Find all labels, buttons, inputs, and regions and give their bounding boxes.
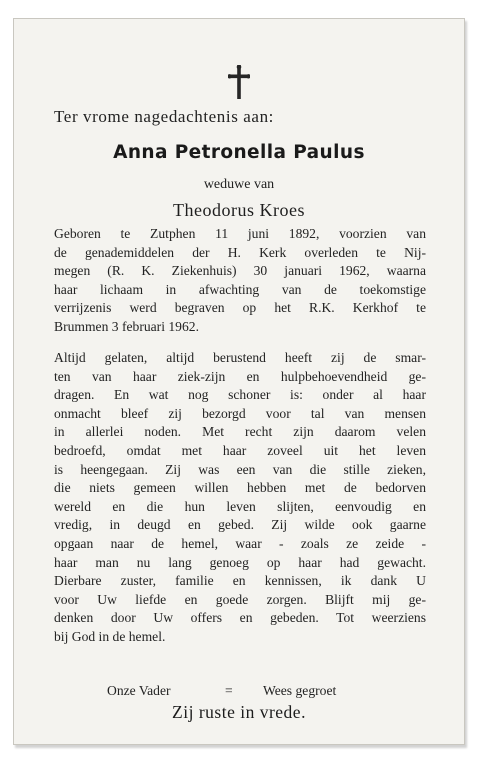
tribute-line: vredig, in deugd en gebed. Zij wilde ook gaarne bbox=[54, 517, 426, 533]
tribute-line: bedroefd, omdat met haar zoveel uit het leven bbox=[54, 442, 426, 458]
prayer-hail-mary: Wees gegroet bbox=[263, 683, 337, 698]
cross-container bbox=[14, 65, 464, 99]
biography-line: verrijzenis werd begraven op het R.K. Kerkhof te bbox=[54, 300, 426, 316]
widow-of-label: weduwe van bbox=[203, 177, 275, 192]
tribute-line: dragen. En wat nog schoner is: onder al haar bbox=[54, 387, 426, 403]
closing-line: Zij ruste in vrede. bbox=[172, 702, 306, 722]
biography-paragraph bbox=[54, 225, 426, 337]
tribute-line: die niets gemeen willen hebben met de bedorven bbox=[54, 480, 426, 496]
prayer-our-father: Onze Vader bbox=[107, 683, 171, 698]
tribute-line: bij God in de hemel. bbox=[54, 628, 166, 644]
tribute-line: Altijd gelaten, altijd berustend heeft zij de smar- bbox=[54, 350, 426, 365]
tribute-line: voor Uw liefde en goede zorgen. Blijft mij ge- bbox=[54, 591, 426, 607]
tribute-line: is heengegaan. Zij was een van die stille zieken, bbox=[54, 461, 426, 477]
memorial-card bbox=[13, 18, 465, 745]
tribute-line: wereld en die hun leven slijten, eenvoudig en bbox=[54, 498, 426, 514]
deceased-name: Anna Petronella Paulus bbox=[113, 142, 365, 163]
tribute-line: Dierbare zuster, familie en kennissen, ik dank U bbox=[54, 573, 426, 589]
biography-line: Brummen 3 februari 1962. bbox=[54, 318, 199, 334]
prayer-separator: = bbox=[225, 683, 233, 698]
prayer-line bbox=[107, 683, 337, 699]
husband-name: Theodorus Kroes bbox=[173, 200, 305, 220]
tribute-line: haar man nu lang genoeg op haar had gewacht. bbox=[54, 554, 426, 570]
biography-line: de genademiddelen der H. Kerk overleden te Nij- bbox=[54, 244, 426, 260]
tribute-line: onmacht bleef zij bezorgd voor tal van mensen bbox=[54, 405, 426, 421]
biography-line: haar lichaam in afwachting van de toekomstige bbox=[54, 281, 426, 297]
tribute-line: in allerlei noden. Met recht zijn daarom velen bbox=[54, 424, 426, 440]
tribute-line: ten van haar ziek-zijn en hulpbehoevendheid ge- bbox=[54, 368, 426, 384]
tribute-line: opgaan naar de hemel, waar - zoals ze zeide - bbox=[54, 535, 426, 551]
biography-line: megen (R. K. Ziekenhuis) 30 januari 1962, waarna bbox=[54, 263, 426, 279]
tribute-line: denken door Uw offers en gebeden. Tot weerziens bbox=[54, 610, 426, 626]
biography-line: Geboren te Zutphen 11 juni 1892, voorzien van bbox=[54, 226, 426, 241]
intro-line: Ter vrome nagedachtenis aan: bbox=[54, 107, 274, 126]
tribute-paragraph bbox=[54, 349, 426, 647]
latin-cross-icon bbox=[228, 65, 250, 99]
